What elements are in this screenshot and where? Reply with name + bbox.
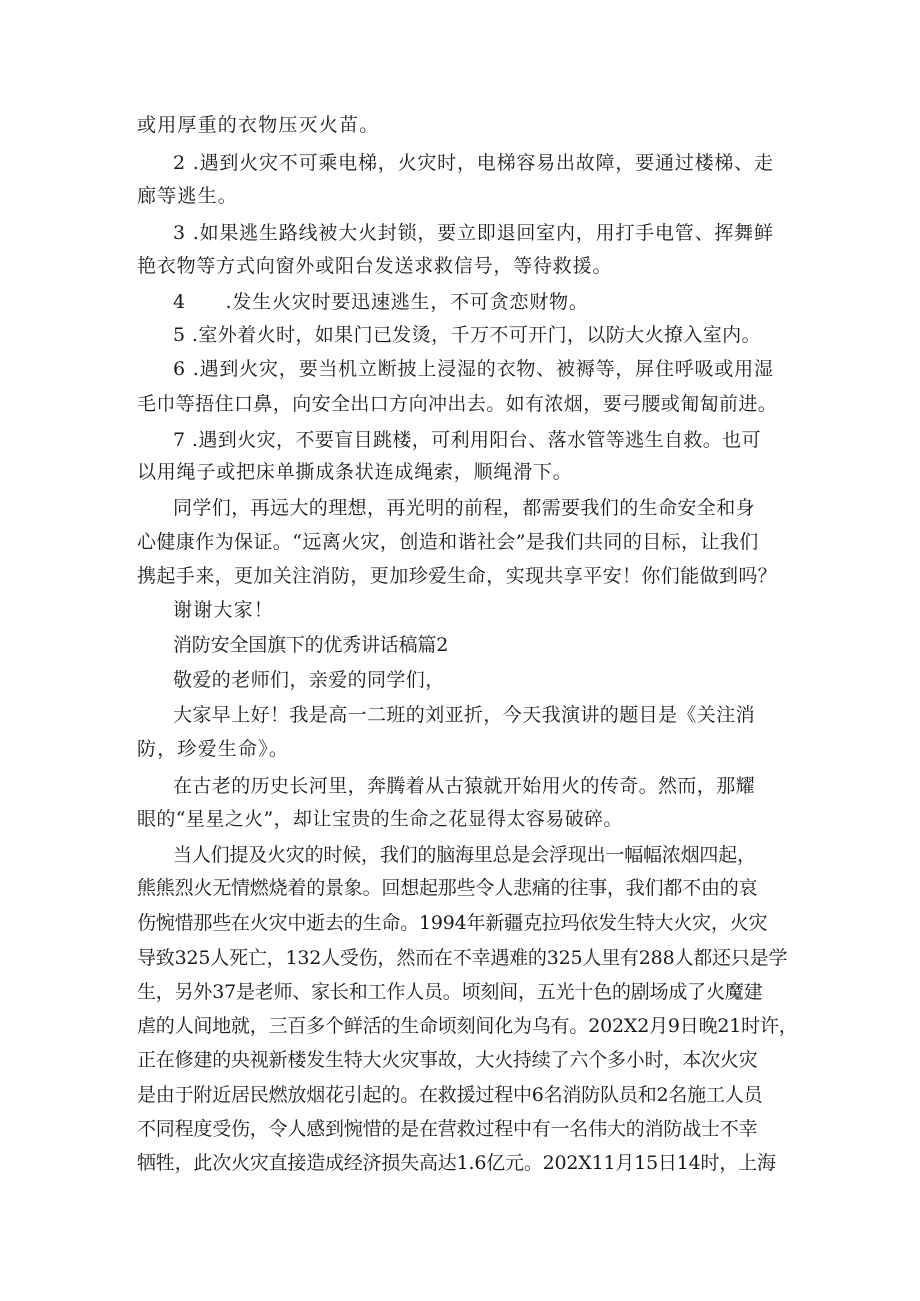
text-line: 熊熊烈火无情燃烧着的景象。回想起那些令人悲痛的往事，我们都不由的哀 — [137, 877, 758, 899]
closing-line: 谢谢大家！ — [173, 599, 275, 621]
text-line: 毛巾等捂住口鼻，向安全出口方向冲出去。如有浓烟，要弓腰或匍匐前进。 — [137, 393, 778, 415]
text-line: 伤惋惜那些在火灾中逝去的生命。1994年新疆克拉玛依发生特大火灾，火灾 — [137, 912, 768, 934]
text-line: 艳衣物等方式向窗外或阳台发送求救信号，等待救援。 — [137, 255, 613, 277]
text-line: 或用厚重的衣物压灭火苗。 — [137, 114, 380, 136]
text-line: 导致325人死亡，132人受伤，然而在不幸遇难的325人里有288人都还只是学 — [137, 947, 788, 969]
text-line: 牺牲，此次火灾直接造成经济损失高达1.6亿元。202X11月15日14时，上海 — [137, 1152, 776, 1174]
paragraph-line: 当人们提及火灾的时候，我们的脑海里总是会浮现出一幅幅浓烟四起， — [173, 844, 756, 866]
paragraph-line: 在古老的历史长河里，奔腾着从古猿就开始用火的传奇。然而，那耀 — [173, 775, 756, 797]
list-item-2: 2 .遇到火灾不可乘电梯，火灾时，电梯容易出故障，要通过楼梯、走 — [173, 152, 774, 174]
greeting-line: 敬爱的老师们，亲爱的同学们， — [173, 669, 445, 691]
text-line: 虐的人间地就，三百多个鲜活的生命顷刻间化为乌有。202X2月9日晚21时许， — [137, 1015, 798, 1037]
text-line: 携起手来，更加关注消防，更加珍爱生命，实现共享平安！你们能做到吗？ — [137, 565, 778, 587]
list-item-5: 5 .室外着火时，如果门已发烫，千万不可开门，以防大火撩入室内。 — [173, 324, 761, 346]
text-line: 防，珍爱生命》。 — [137, 738, 290, 760]
text-line: 心健康作为保证。“远离火灾，创造和谐社会”是我们共同的目标，让我们 — [137, 531, 759, 553]
list-item-4: 4 .发生火灾时要迅速逃生，不可贪恋财物。 — [173, 291, 589, 313]
text-line: 廊等逃生。 — [137, 185, 239, 207]
section-heading: 消防安全国旗下的优秀讲话稿篇2 — [173, 634, 449, 656]
text-line: 正在修建的央视新楼发生特大火灾事故，大火持续了六个多小时，本次火灾 — [137, 1049, 758, 1071]
text-line: 以用绳子或把床单撕成条状连成绳索，顺绳滑下。 — [137, 461, 573, 483]
text-line: 是由于附近居民燃放烟花引起的。在救援过程中6名消防队员和2名施工人员 — [137, 1084, 763, 1106]
list-item-7: 7 .遇到火灾，不要盲目跳楼，可利用阳台、落水管等逃生自救。也可 — [173, 429, 761, 451]
text-line: 不同程度受伤，令人感到惋惜的是在营救过程中有一名伟大的消防战士不幸 — [137, 1118, 758, 1140]
list-item-3: 3 .如果逃生路线被大火封锁，要立即退回室内，用打手电管、挥舞鲜 — [173, 222, 774, 244]
paragraph-line: 大家早上好！我是高一二班的刘亚折，今天我演讲的题目是《关注消 — [173, 704, 756, 726]
paragraph-line: 同学们，再远大的理想，再光明的前程，都需要我们的生命安全和身 — [173, 497, 756, 519]
text-line: 眼的“星星之火”，却让宝贵的生命之花显得太容易破碎。 — [137, 808, 623, 830]
list-item-6: 6 .遇到火灾，要当机立断披上浸湿的衣物、被褥等，屏住呼吸或用湿 — [173, 358, 774, 380]
text-line: 生，另外37是老师、家长和工作人员。顷刻间，五光十色的剧场成了火魔建 — [137, 981, 763, 1003]
